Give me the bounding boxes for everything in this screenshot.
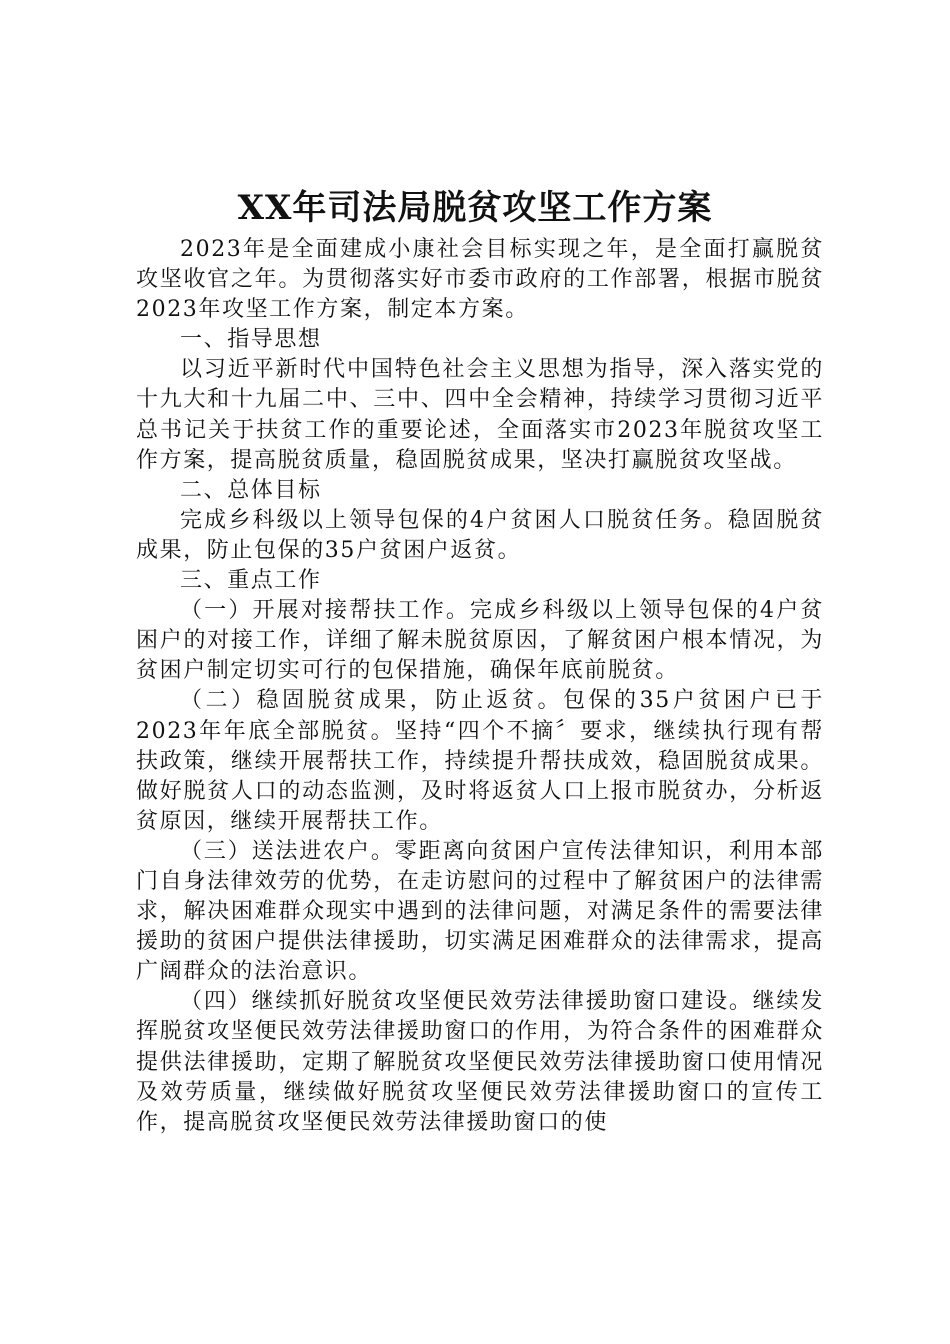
section-heading-key-work: 三、重点工作	[180, 568, 322, 594]
key-work-item-1: （一）开展对接帮扶工作。完成乡科级以上领导包保的4户贫困户的对接工作，详细了解未脱贫原因，了解贫困户根本情况，为贫困户制定切实可行的包保措施，确保年底前脱贫。	[136, 598, 824, 684]
intro-paragraph: 2023年是全面建成小康社会目标实现之年，是全面打赢脱贫攻坚收官之年。为贯彻落实好市委市政府的工作部署，根据市脱贫2023年攻坚工作方案，制定本方案。	[136, 237, 824, 323]
guiding-ideology-paragraph: 以习近平新时代中国特色社会主义思想为指导，深入落实党的十九大和十九届二中、三中、四中全会精神，持续学习贯彻习近平总书记关于扶贫工作的重要论述，全面落实市2023年脱贫攻坚工作方案，提高脱贫质量，稳固脱贫成果，坚决打赢脱贫攻坚战。	[136, 357, 824, 473]
section-heading-overall-goal: 二、总体目标	[180, 477, 322, 503]
key-work-item-3: （三）送法进农户。零距离向贫困户宣传法律知识，利用本部门自身法律效劳的优势，在走访慰问的过程中了解贫困户的法律需求，解决困难群众现实中遇到的法律问题，对满足条件的需要法律援助的贫困户提供法律援助，切实满足困难群众的法律需求，提高广阔群众的法治意识。	[136, 838, 824, 985]
key-work-item-2: （二）稳固脱贫成果，防止返贫。包保的35户贫困户已于2023年年底全部脱贫。坚持“四个不摘〞要求，继续执行现有帮扶政策，继续开展帮扶工作，持续提升帮扶成效，稳固脱贫成果。做好脱贫人口的动态监测，及时将返贫人口上报市脱贫办，分析返贫原因，继续开展帮扶工作。	[136, 688, 824, 834]
document-title: XX年司法局脱贫攻坚工作方案	[237, 188, 713, 228]
overall-goal-paragraph: 完成乡科级以上领导包保的4户贫困人口脱贫任务。稳固脱贫成果，防止包保的35户贫困户返贫。	[136, 507, 824, 563]
document-body	[136, 235, 824, 1138]
section-heading-guiding-ideology: 一、指导思想	[180, 327, 322, 353]
key-work-item-4: （四）继续抓好脱贫攻坚便民效劳法律援助窗口建设。继续发挥脱贫攻坚便民效劳法律援助窗口的作用，为符合条件的困难群众提供法律援助，定期了解脱贫攻坚便民效劳法律援助窗口使用情况及效劳质量，继续做好脱贫攻坚便民效劳法律援助窗口的宣传工作，提高脱贫攻坚便民效劳法律援助窗口的使	[136, 989, 824, 1135]
